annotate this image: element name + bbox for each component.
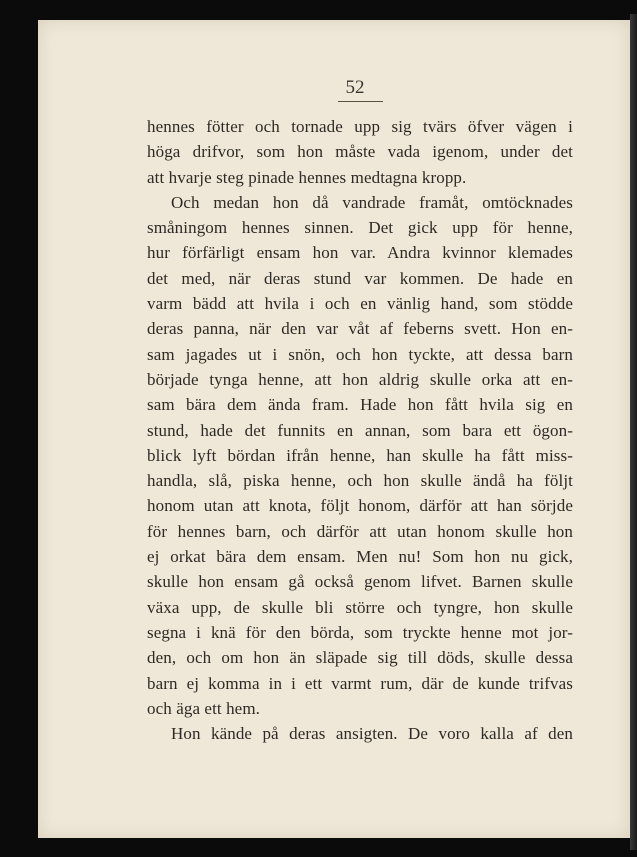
text-line: skulle hon ensam gå också genom lifvet. Barnen skulle <box>147 572 573 592</box>
text-line: hur förfärligt ensam hon var. Andra kvinnor klemades <box>147 243 573 263</box>
page-number: 52 <box>345 77 365 98</box>
text-line: barn ej komma in i ett varmt rum, där de kunde trifvas <box>147 673 573 693</box>
text-line: Och medan hon då vandrade framåt, omtöcknades <box>171 192 573 212</box>
text-line: honom utan att knota, följt honom, därför att han sörjde <box>147 496 573 516</box>
text-line: för hennes barn, och därför att utan honom skulle hon <box>147 521 573 541</box>
text-line: sam jagades ut i snön, och hon tyckte, att dessa barn <box>147 344 573 364</box>
page-edge <box>630 14 637 850</box>
page-number-rule <box>338 101 383 102</box>
text-line: sam bära dem ända fram. Hade hon fått hvila sig en <box>147 395 573 415</box>
text-line: stund, hade det funnits en annan, som bara ett ögon- <box>147 420 573 440</box>
text-line: handla, slå, piska henne, och hon skulle ändå ha följt <box>147 471 573 491</box>
text-line: började tynga henne, att hon aldrig skulle orka att en- <box>147 369 573 389</box>
text-line: Hon kände på deras ansigten. De voro kalla af den <box>171 724 573 744</box>
text-line: växa upp, de skulle bli större och tyngre, hon skulle <box>147 597 573 617</box>
text-line: det med, när deras stund var kommen. De hade en <box>147 268 573 288</box>
text-line: ej orkat bära dem ensam. Men nu! Som hon nu gick, <box>147 547 573 567</box>
text-line: att hvarje steg pinade hennes medtagna kropp. <box>147 167 467 187</box>
body-text <box>147 114 573 746</box>
text-line: hennes fötter och tornade upp sig tvärs öfver vägen i <box>147 117 573 136</box>
text-line: småningom hennes sinnen. Det gick upp för henne, <box>147 218 573 238</box>
text-line: höga drifvor, som hon måste vada igenom, under det <box>147 142 573 162</box>
text-line: deras panna, när den var våt af feberns svett. Hon en- <box>147 319 573 339</box>
text-line: och äga ett hem. <box>147 698 260 718</box>
text-line: varm bädd att hvila i och en vänlig hand, som stödde <box>147 294 573 314</box>
text-line: den, och om hon än släpade sig till döds, skulle dessa <box>147 648 573 668</box>
text-line: blick lyft bördan ifrån henne, han skulle ha fått miss- <box>147 445 573 465</box>
text-line: segna i knä för den börda, som tryckte henne mot jor- <box>147 622 573 642</box>
